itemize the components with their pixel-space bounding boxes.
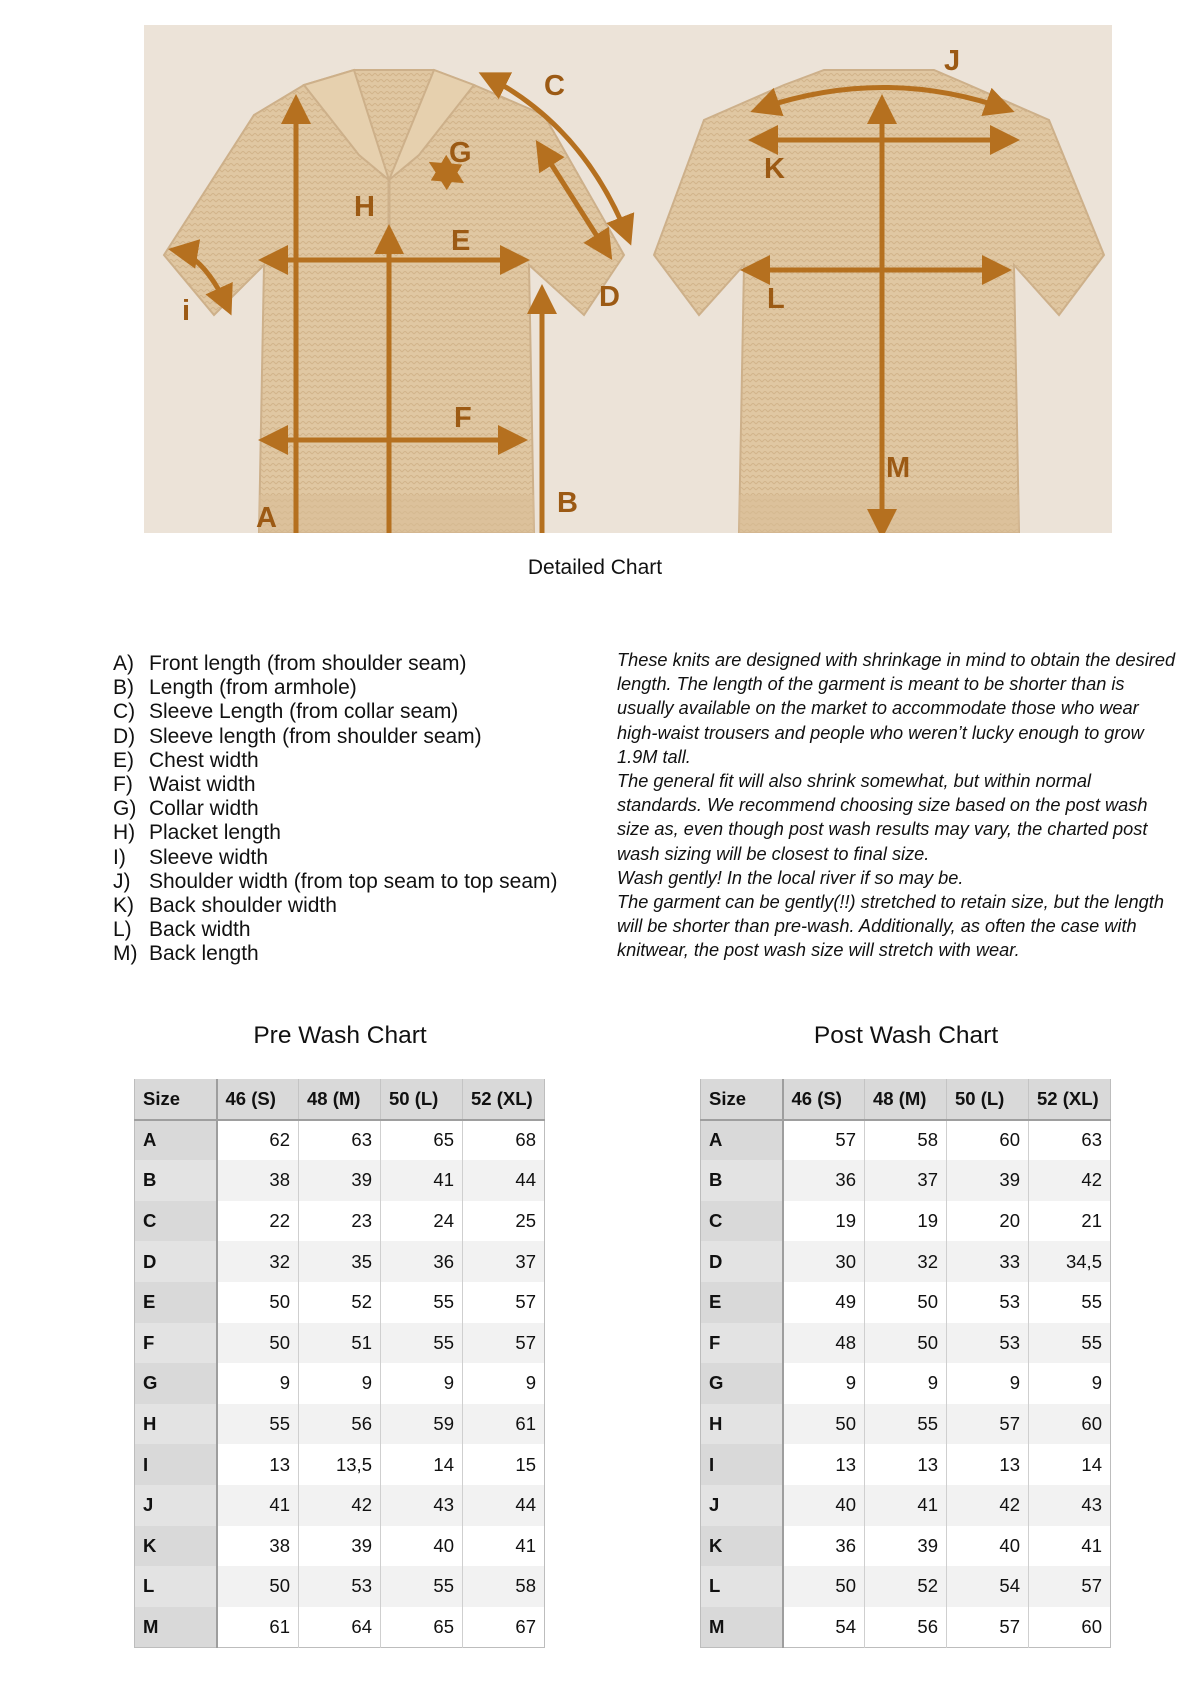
measurement-letter-cell: C [135, 1201, 217, 1242]
measurement-value-cell: 57 [1029, 1566, 1111, 1607]
measurement-value-cell: 43 [381, 1485, 463, 1526]
measurement-value-cell: 62 [217, 1120, 299, 1161]
table-header-row [701, 1079, 1111, 1120]
label-i: i [182, 295, 191, 327]
legend-letter: H) [113, 821, 136, 845]
measurement-value-cell: 65 [381, 1120, 463, 1161]
measurement-value-cell: 9 [1029, 1363, 1111, 1404]
measurement-value-cell: 59 [381, 1404, 463, 1445]
legend-item [113, 894, 558, 918]
measurement-value-cell: 41 [1029, 1526, 1111, 1567]
label-k: K [764, 153, 785, 185]
measurement-value-cell: 48 [783, 1323, 865, 1364]
measurement-value-cell: 67 [463, 1607, 545, 1648]
measurement-value-cell: 55 [1029, 1282, 1111, 1323]
measurement-value-cell: 19 [783, 1201, 865, 1242]
legend-text: Placket length [149, 821, 281, 845]
legend-text: Sleeve Length (from collar seam) [149, 700, 459, 724]
label-m: M [886, 452, 911, 484]
size-column-header: Size [135, 1079, 217, 1120]
table-row [135, 1526, 545, 1567]
measurement-value-cell: 53 [299, 1566, 381, 1607]
measurement-diagram [144, 25, 1112, 533]
measurement-value-cell: 56 [299, 1404, 381, 1445]
measurement-value-cell: 14 [381, 1444, 463, 1485]
size-header-cell: 50 (L) [947, 1079, 1029, 1120]
measurement-value-cell: 34,5 [1029, 1241, 1111, 1282]
measurement-value-cell: 61 [217, 1607, 299, 1648]
legend-letter: B) [113, 676, 134, 700]
legend-letter: M) [113, 942, 138, 966]
measurement-value-cell: 60 [1029, 1404, 1111, 1445]
label-l: L [767, 283, 785, 315]
legend-text: Back width [149, 918, 251, 942]
measurement-value-cell: 41 [217, 1485, 299, 1526]
measurement-value-cell: 60 [947, 1120, 1029, 1161]
legend-item [113, 652, 558, 676]
measurement-value-cell: 68 [463, 1120, 545, 1161]
table-row [135, 1363, 545, 1404]
measurement-value-cell: 41 [381, 1160, 463, 1201]
measurement-value-cell: 50 [783, 1566, 865, 1607]
measurement-value-cell: 43 [1029, 1485, 1111, 1526]
measurement-value-cell: 54 [947, 1566, 1029, 1607]
measurement-value-cell: 9 [783, 1363, 865, 1404]
measurement-value-cell: 55 [217, 1404, 299, 1445]
measurement-value-cell: 9 [217, 1363, 299, 1404]
legend-text: Chest width [149, 748, 259, 772]
table-row [701, 1241, 1111, 1282]
measurement-value-cell: 23 [299, 1201, 381, 1242]
table-row [135, 1404, 545, 1445]
table-header-row [135, 1079, 545, 1120]
label-j: J [944, 45, 961, 77]
measurement-value-cell: 55 [381, 1566, 463, 1607]
measurement-value-cell: 53 [947, 1282, 1029, 1323]
pre-wash-chart-title: Pre Wash Chart [253, 1022, 427, 1049]
measurement-letter-cell: I [135, 1444, 217, 1485]
measurement-value-cell: 55 [1029, 1323, 1111, 1364]
measurement-value-cell: 37 [865, 1160, 947, 1201]
label-b: B [557, 487, 578, 519]
measurement-letter-cell: M [135, 1607, 217, 1648]
size-header-cell: 52 (XL) [1029, 1079, 1111, 1120]
measurement-value-cell: 40 [947, 1526, 1029, 1567]
measurement-value-cell: 58 [463, 1566, 545, 1607]
measurement-value-cell: 20 [947, 1201, 1029, 1242]
measurement-value-cell: 24 [381, 1201, 463, 1242]
measurement-value-cell: 9 [463, 1363, 545, 1404]
size-header-cell: 50 (L) [381, 1079, 463, 1120]
measurement-value-cell: 57 [783, 1120, 865, 1161]
legend-letter: L) [113, 918, 132, 942]
label-a: A [256, 502, 277, 533]
legend-item [113, 918, 558, 942]
measurement-value-cell: 33 [947, 1241, 1029, 1282]
measurement-value-cell: 40 [381, 1526, 463, 1567]
measurement-value-cell: 60 [1029, 1607, 1111, 1648]
table-row [701, 1485, 1111, 1526]
legend-text: Sleeve length (from shoulder seam) [149, 724, 482, 748]
measurement-value-cell: 55 [381, 1323, 463, 1364]
care-note-paragraph: The general fit will also shrink somewhat, but within normal standards. We recommend choosing size based on the post wash size as, even though post wash results may vary, the charted post wash sizing will be closest to final size. [617, 771, 1148, 864]
care-note-paragraph: These knits are designed with shrinkage in mind to obtain the desired length. The length of the garment is meant to be shorter than is usually available on the market to accommodate those who wear high-waist trousers and people who weren’t lucky enough to grow 1.9M tall. [617, 650, 1176, 767]
table-row [135, 1241, 545, 1282]
care-note-paragraph: Wash gently! In the local river if so may be. [617, 867, 964, 888]
measurement-letter-cell: K [701, 1526, 783, 1567]
legend-item [113, 870, 558, 894]
table-row [135, 1444, 545, 1485]
legend-item [113, 797, 558, 821]
measurement-value-cell: 64 [299, 1607, 381, 1648]
measurement-letter-cell: J [701, 1485, 783, 1526]
table-row [701, 1566, 1111, 1607]
measurement-value-cell: 38 [217, 1526, 299, 1567]
legend-item [113, 749, 558, 773]
legend-item [113, 725, 558, 749]
measurement-value-cell: 9 [299, 1363, 381, 1404]
legend-letter: C) [113, 700, 136, 724]
measurement-value-cell: 22 [217, 1201, 299, 1242]
label-h: H [354, 191, 375, 223]
measurement-value-cell: 58 [865, 1120, 947, 1161]
measurement-letter-cell: B [701, 1160, 783, 1201]
legend-text: Back length [149, 942, 259, 966]
measurement-letter-cell: A [701, 1120, 783, 1161]
legend-text: Collar width [149, 797, 259, 821]
measurement-value-cell: 35 [299, 1241, 381, 1282]
legend-letter: F) [113, 773, 133, 797]
measurement-value-cell: 39 [299, 1160, 381, 1201]
table-row [701, 1363, 1111, 1404]
measurement-value-cell: 9 [865, 1363, 947, 1404]
measurement-value-cell: 63 [299, 1120, 381, 1161]
measurement-value-cell: 13 [217, 1444, 299, 1485]
measurement-value-cell: 52 [299, 1282, 381, 1323]
measurement-value-cell: 57 [463, 1323, 545, 1364]
measurement-value-cell: 25 [463, 1201, 545, 1242]
measurement-value-cell: 50 [783, 1404, 865, 1445]
table-row [135, 1485, 545, 1526]
measurement-value-cell: 42 [947, 1485, 1029, 1526]
table-row [701, 1120, 1111, 1161]
pre-wash-table [134, 1079, 545, 1648]
legend-text: Length (from armhole) [149, 676, 357, 700]
measurement-value-cell: 15 [463, 1444, 545, 1485]
measurement-value-cell: 57 [947, 1607, 1029, 1648]
legend-letter: J) [113, 869, 131, 893]
post-wash-chart-title: Post Wash Chart [813, 1022, 999, 1049]
table-row [701, 1607, 1111, 1648]
legend-letter: G) [113, 797, 137, 821]
measurement-value-cell: 13 [865, 1444, 947, 1485]
size-column-header: Size [701, 1079, 783, 1120]
diagram-caption: Detailed Chart [527, 556, 663, 579]
legend-text: Front length (from shoulder seam) [149, 652, 467, 675]
measurement-letter-cell: A [135, 1120, 217, 1161]
post-wash-table [700, 1079, 1111, 1648]
measurement-letter-cell: H [701, 1404, 783, 1445]
measurement-value-cell: 13 [947, 1444, 1029, 1485]
measurement-value-cell: 50 [865, 1282, 947, 1323]
table-row [701, 1444, 1111, 1485]
label-e: E [451, 225, 471, 257]
measurement-value-cell: 36 [783, 1526, 865, 1567]
table-row [701, 1323, 1111, 1364]
measurement-value-cell: 9 [947, 1363, 1029, 1404]
measurement-letter-cell: J [135, 1485, 217, 1526]
measurement-value-cell: 55 [865, 1404, 947, 1445]
measurement-value-cell: 57 [947, 1404, 1029, 1445]
table-row [135, 1120, 545, 1161]
measurement-value-cell: 50 [865, 1323, 947, 1364]
legend-text: Sleeve width [149, 845, 269, 869]
measurement-value-cell: 50 [217, 1566, 299, 1607]
table-row [701, 1404, 1111, 1445]
legend-item [113, 773, 558, 797]
legend-text: Back shoulder width [149, 894, 337, 918]
measurement-value-cell: 9 [381, 1363, 463, 1404]
legend-letter: K) [113, 894, 134, 918]
measurement-letter-cell: D [701, 1241, 783, 1282]
size-header-cell: 48 (M) [865, 1079, 947, 1120]
measurement-value-cell: 19 [865, 1201, 947, 1242]
measurement-value-cell: 54 [783, 1607, 865, 1648]
legend-text: Waist width [149, 773, 256, 797]
measurement-letter-cell: I [701, 1444, 783, 1485]
size-header-cell: 52 (XL) [463, 1079, 545, 1120]
measurement-letter-cell: M [701, 1607, 783, 1648]
measurement-value-cell: 56 [865, 1607, 947, 1648]
measurement-value-cell: 14 [1029, 1444, 1111, 1485]
table-row [135, 1323, 545, 1364]
measurement-value-cell: 52 [865, 1566, 947, 1607]
care-note-paragraph: The garment can be gently(!!) stretched to retain size, but the length will be shorter than pre-wash. Additionally, as often the case with knitwear, the post wash size will stretch with wear. [617, 892, 1164, 961]
measurement-value-cell: 55 [381, 1282, 463, 1323]
measurement-letter-cell: G [135, 1363, 217, 1404]
measurement-value-cell: 39 [299, 1526, 381, 1567]
legend-item [113, 676, 558, 700]
label-f: F [454, 402, 472, 434]
measurement-value-cell: 21 [1029, 1201, 1111, 1242]
measurement-value-cell: 38 [217, 1160, 299, 1201]
table-row [135, 1607, 545, 1648]
measurement-value-cell: 36 [381, 1241, 463, 1282]
table-row [701, 1282, 1111, 1323]
measurement-value-cell: 63 [1029, 1120, 1111, 1161]
legend-letter: A) [113, 652, 134, 675]
measurement-letter-cell: K [135, 1526, 217, 1567]
table-row [135, 1566, 545, 1607]
table-row [135, 1282, 545, 1323]
measurement-value-cell: 37 [463, 1241, 545, 1282]
measurement-value-cell: 40 [783, 1485, 865, 1526]
measurement-value-cell: 32 [217, 1241, 299, 1282]
measurement-letter-cell: E [701, 1282, 783, 1323]
measurement-letter-cell: G [701, 1363, 783, 1404]
legend-item [113, 846, 558, 870]
measurement-value-cell: 49 [783, 1282, 865, 1323]
measurement-value-cell: 57 [463, 1282, 545, 1323]
legend-item [113, 700, 558, 724]
legend-item [113, 942, 558, 966]
label-c: C [544, 70, 565, 102]
measurement-value-cell: 44 [463, 1485, 545, 1526]
legend-letter: D) [113, 724, 136, 748]
measurement-value-cell: 53 [947, 1323, 1029, 1364]
table-row [701, 1160, 1111, 1201]
measurement-value-cell: 61 [463, 1404, 545, 1445]
legend-letter: I) [113, 845, 126, 869]
measurement-value-cell: 65 [381, 1607, 463, 1648]
measurement-value-cell: 30 [783, 1241, 865, 1282]
measurement-letter-cell: F [135, 1323, 217, 1364]
label-d: D [599, 281, 620, 313]
measurement-letter-cell: E [135, 1282, 217, 1323]
table-row [701, 1201, 1111, 1242]
table-row [701, 1526, 1111, 1567]
care-notes [617, 648, 1177, 963]
table-row [135, 1160, 545, 1201]
size-header-cell: 46 (S) [217, 1079, 299, 1120]
measurement-legend [113, 652, 558, 967]
measurement-value-cell: 51 [299, 1323, 381, 1364]
measurement-value-cell: 42 [299, 1485, 381, 1526]
measurement-letter-cell: L [701, 1566, 783, 1607]
legend-text: Shoulder width (from top seam to top seam) [149, 869, 558, 893]
measurement-letter-cell: C [701, 1201, 783, 1242]
measurement-letter-cell: F [701, 1323, 783, 1364]
legend-letter: E) [113, 748, 134, 772]
measurement-value-cell: 36 [783, 1160, 865, 1201]
measurement-letter-cell: B [135, 1160, 217, 1201]
measurement-letter-cell: D [135, 1241, 217, 1282]
legend-item [113, 821, 558, 845]
measurement-letter-cell: H [135, 1404, 217, 1445]
size-header-cell: 48 (M) [299, 1079, 381, 1120]
measurement-value-cell: 41 [865, 1485, 947, 1526]
label-g: G [449, 137, 472, 169]
measurement-value-cell: 39 [947, 1160, 1029, 1201]
measurement-value-cell: 32 [865, 1241, 947, 1282]
table-row [135, 1201, 545, 1242]
measurement-value-cell: 42 [1029, 1160, 1111, 1201]
measurement-letter-cell: L [135, 1566, 217, 1607]
measurement-value-cell: 50 [217, 1282, 299, 1323]
measurement-value-cell: 13,5 [299, 1444, 381, 1485]
measurement-value-cell: 50 [217, 1323, 299, 1364]
measurement-value-cell: 13 [783, 1444, 865, 1485]
size-header-cell: 46 (S) [783, 1079, 865, 1120]
measurement-value-cell: 44 [463, 1160, 545, 1201]
measurement-value-cell: 39 [865, 1526, 947, 1567]
measurement-value-cell: 41 [463, 1526, 545, 1567]
